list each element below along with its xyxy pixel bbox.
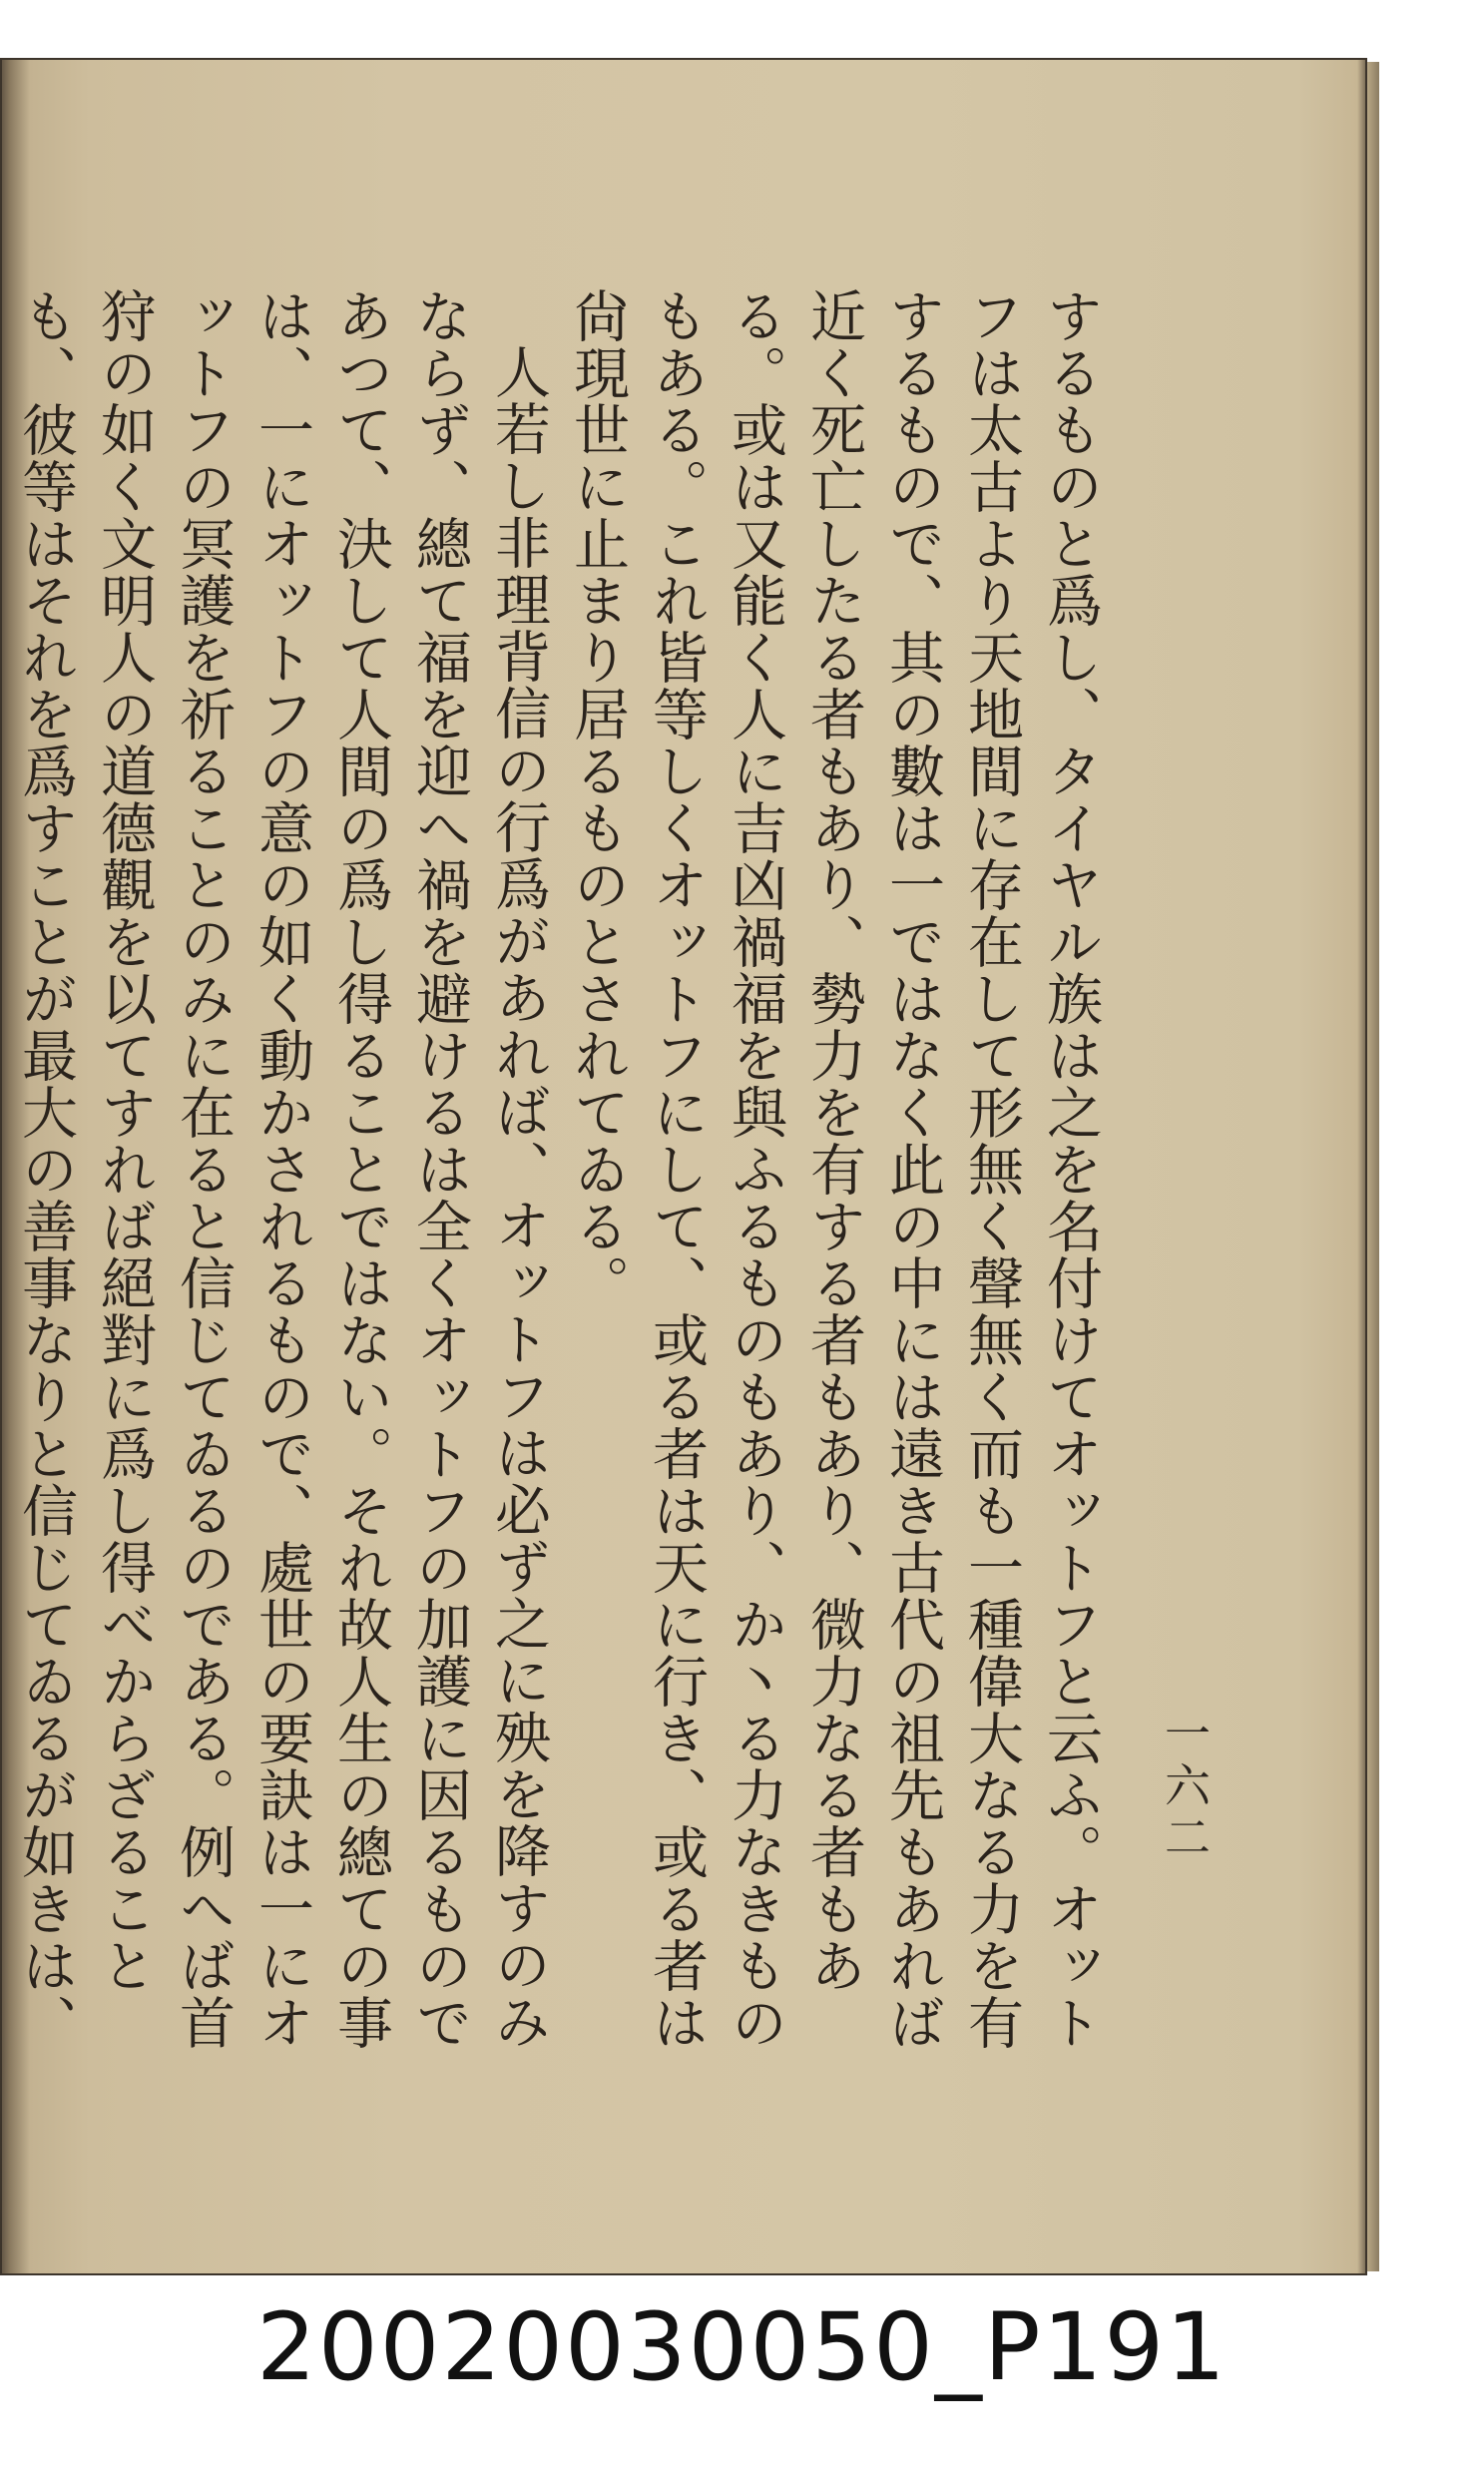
body-text: [13, 287, 1110, 2064]
paragraph-2: 人若し非理背信の行爲があれば、オットフは必ず之に殃を降すのみならず、總て福を迎へ禍を避けるは全くオットフの加護に因るものであつて、決して人間の爲し得ることではない。それ故人生の總ての事は、一にオットフの意の如く動かされるもので、處世の要訣は一にオットフの冥護を祈ることのみに在ると信じてゐるのである。例へば首狩の如く文明人の道德觀を以てすれば絕對に爲し得べからざることも、彼等はそれを爲すことが最大の善事なりと信じてゐるが如きは、: [13, 287, 551, 2051]
book-page: [0, 58, 1367, 2275]
paragraph-1: するものと爲し、タイヤル族は之を名付けてオットフと云ふ。オットフは太古より天地間に存在して形無く聲無く而も一種偉大なる力を有するもので、其の數は一ではなく此の中には遠き古代の祖先もあれば近く死亡したる者もあり、勢力を有する者もあり、微力なる者もある。或は又能く人に吉凶禍福を與ふるものもあり、か丶る力なきものもある。これ皆等しくオットフにして、或る者は天に行き、或る者は尙現世に止まり居るものとされてゐる。: [565, 287, 1103, 2051]
image-id-caption: 20020030050_P191: [256, 2293, 1228, 2402]
page-number: 一六二: [1158, 1710, 1212, 1865]
